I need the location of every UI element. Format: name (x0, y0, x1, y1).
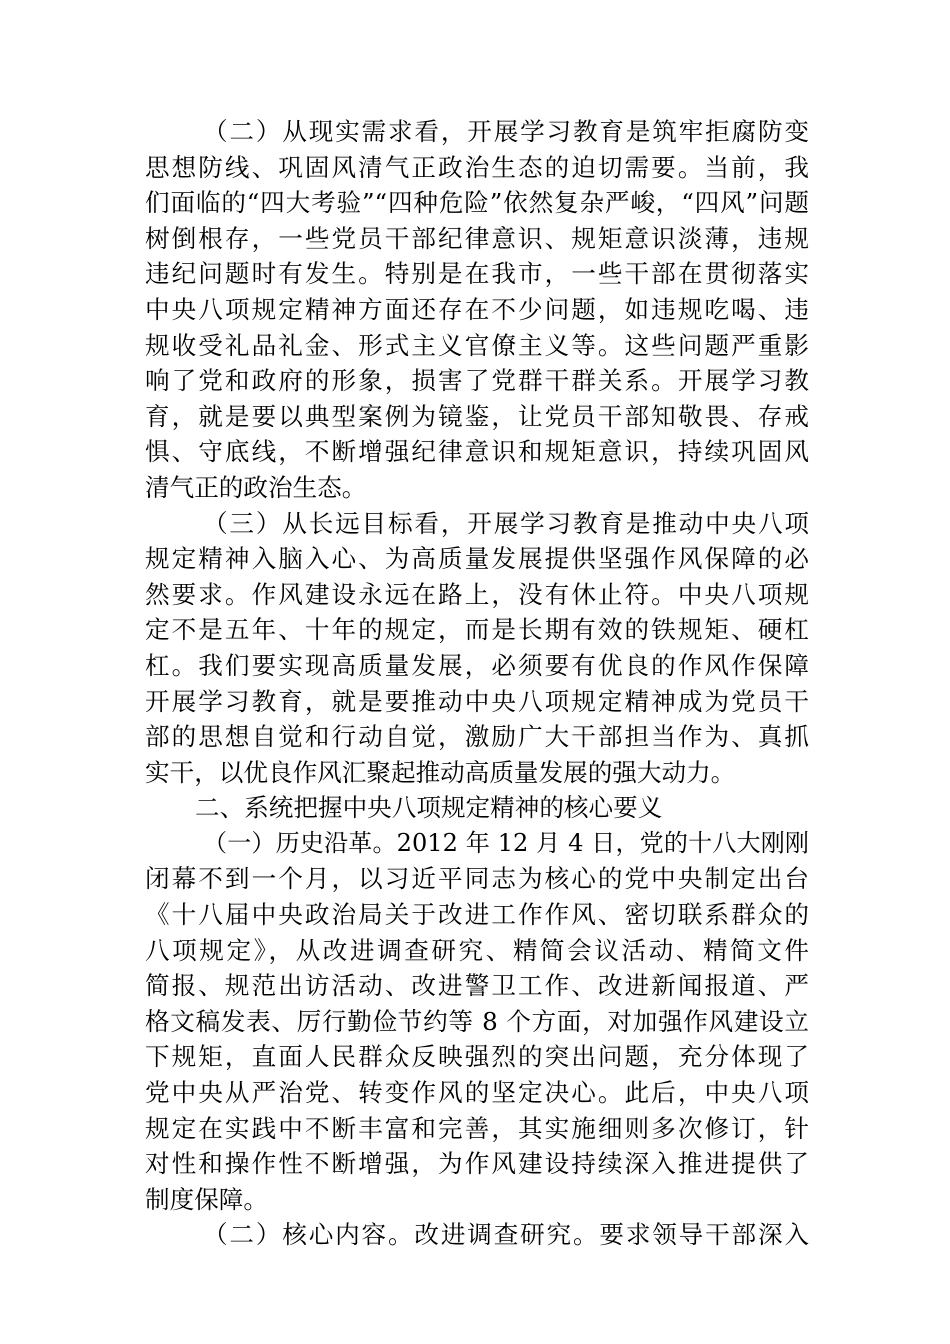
paragraph-line: 杠。我们要实现高质量发展，必须要有优良的作风作保障 (145, 650, 809, 680)
paragraph-line: 规定在实践中不断丰富和完善，其实施细则多次修订，针 (145, 1113, 809, 1143)
paragraph-line: 清气正的政治生态。 (145, 472, 367, 502)
paragraph-line: （二）核心内容。改进调查研究。要求领导干部深入 (203, 1220, 809, 1250)
paragraph-line: 简报、规范出访活动、改进警卫工作、改进新闻报道、严 (145, 971, 809, 1001)
paragraph-line: 们面临的“四大考验”“四种危险”依然复杂严峻，“四风”问题 (145, 188, 809, 218)
paragraph-line: 格文稿发表、厉行勤俭节约等 8 个方面，对加强作风建设立 (145, 1006, 809, 1036)
paragraph-line: 思想防线、巩固风清气正政治生态的迫切需要。当前，我 (145, 152, 809, 182)
paragraph-line: 实干，以优良作风汇聚起推动高质量发展的强大动力。 (145, 757, 736, 787)
paragraph-line: 制度保障。 (145, 1184, 268, 1214)
paragraph-line: 响了党和政府的形象，损害了党群干群关系。开展学习教 (145, 366, 809, 396)
paragraph-line: 党中央从严治党、转变作风的坚定决心。此后，中央八项 (145, 1078, 809, 1108)
document-body (145, 114, 809, 1253)
paragraph-line: 违纪问题时有发生。特别是在我市，一些干部在贯彻落实 (145, 259, 809, 289)
paragraph-line: 树倒根存，一些党员干部纪律意识、规矩意识淡薄，违规 (145, 223, 809, 253)
paragraph-line: 开展学习教育，就是要推动中央八项规定精神成为党员干 (145, 686, 809, 716)
paragraph-line: （一）历史沿革。2012 年 12 月 4 日，党的十八大刚刚 (203, 828, 809, 857)
paragraph-line: 部的思想自觉和行动自觉，激励广大干部担当作为、真抓 (145, 722, 809, 752)
paragraph-line: 规收受礼品礼金、形式主义官僚主义等。这些问题严重影 (145, 330, 809, 360)
paragraph-line: 育，就是要以典型案例为镜鉴，让党员干部知敬畏、存戒 (145, 401, 809, 431)
paragraph-line: 然要求。作风建设永远在路上，没有休止符。中央八项规 (145, 579, 809, 609)
paragraph-line: （三）从长远目标看，开展学习教育是推动中央八项 (203, 508, 809, 538)
paragraph-line: 下规矩，直面人民群众反映强烈的突出问题，充分体现了 (145, 1042, 809, 1072)
paragraph-line: 惧、守底线，不断增强纪律意识和规矩意识，持续巩固风 (145, 437, 809, 467)
paragraph-line: 八项规定》，从改进调查研究、精简会议活动、精简文件 (145, 935, 809, 965)
paragraph-line: 中央八项规定精神方面还存在不少问题，如违规吃喝、违 (145, 294, 809, 324)
paragraph-line: 《十八届中央政治局关于改进工作作风、密切联系群众的 (145, 900, 809, 930)
paragraph-line: 定不是五年、十年的规定，而是长期有效的铁规矩、硬杠 (145, 615, 809, 645)
paragraph-line: （二）从现实需求看，开展学习教育是筑牢拒腐防变 (203, 117, 809, 146)
paragraph-line: 对性和操作性不断增强，为作风建设持续深入推进提供了 (145, 1149, 809, 1179)
section-heading: 二、系统把握中央八项规定精神的核心要义 (195, 793, 663, 823)
paragraph-line: 规定精神入脑入心、为高质量发展提供坚强作风保障的必 (145, 544, 809, 574)
paragraph-line: 闭幕不到一个月，以习近平同志为核心的党中央制定出台 (145, 864, 809, 894)
